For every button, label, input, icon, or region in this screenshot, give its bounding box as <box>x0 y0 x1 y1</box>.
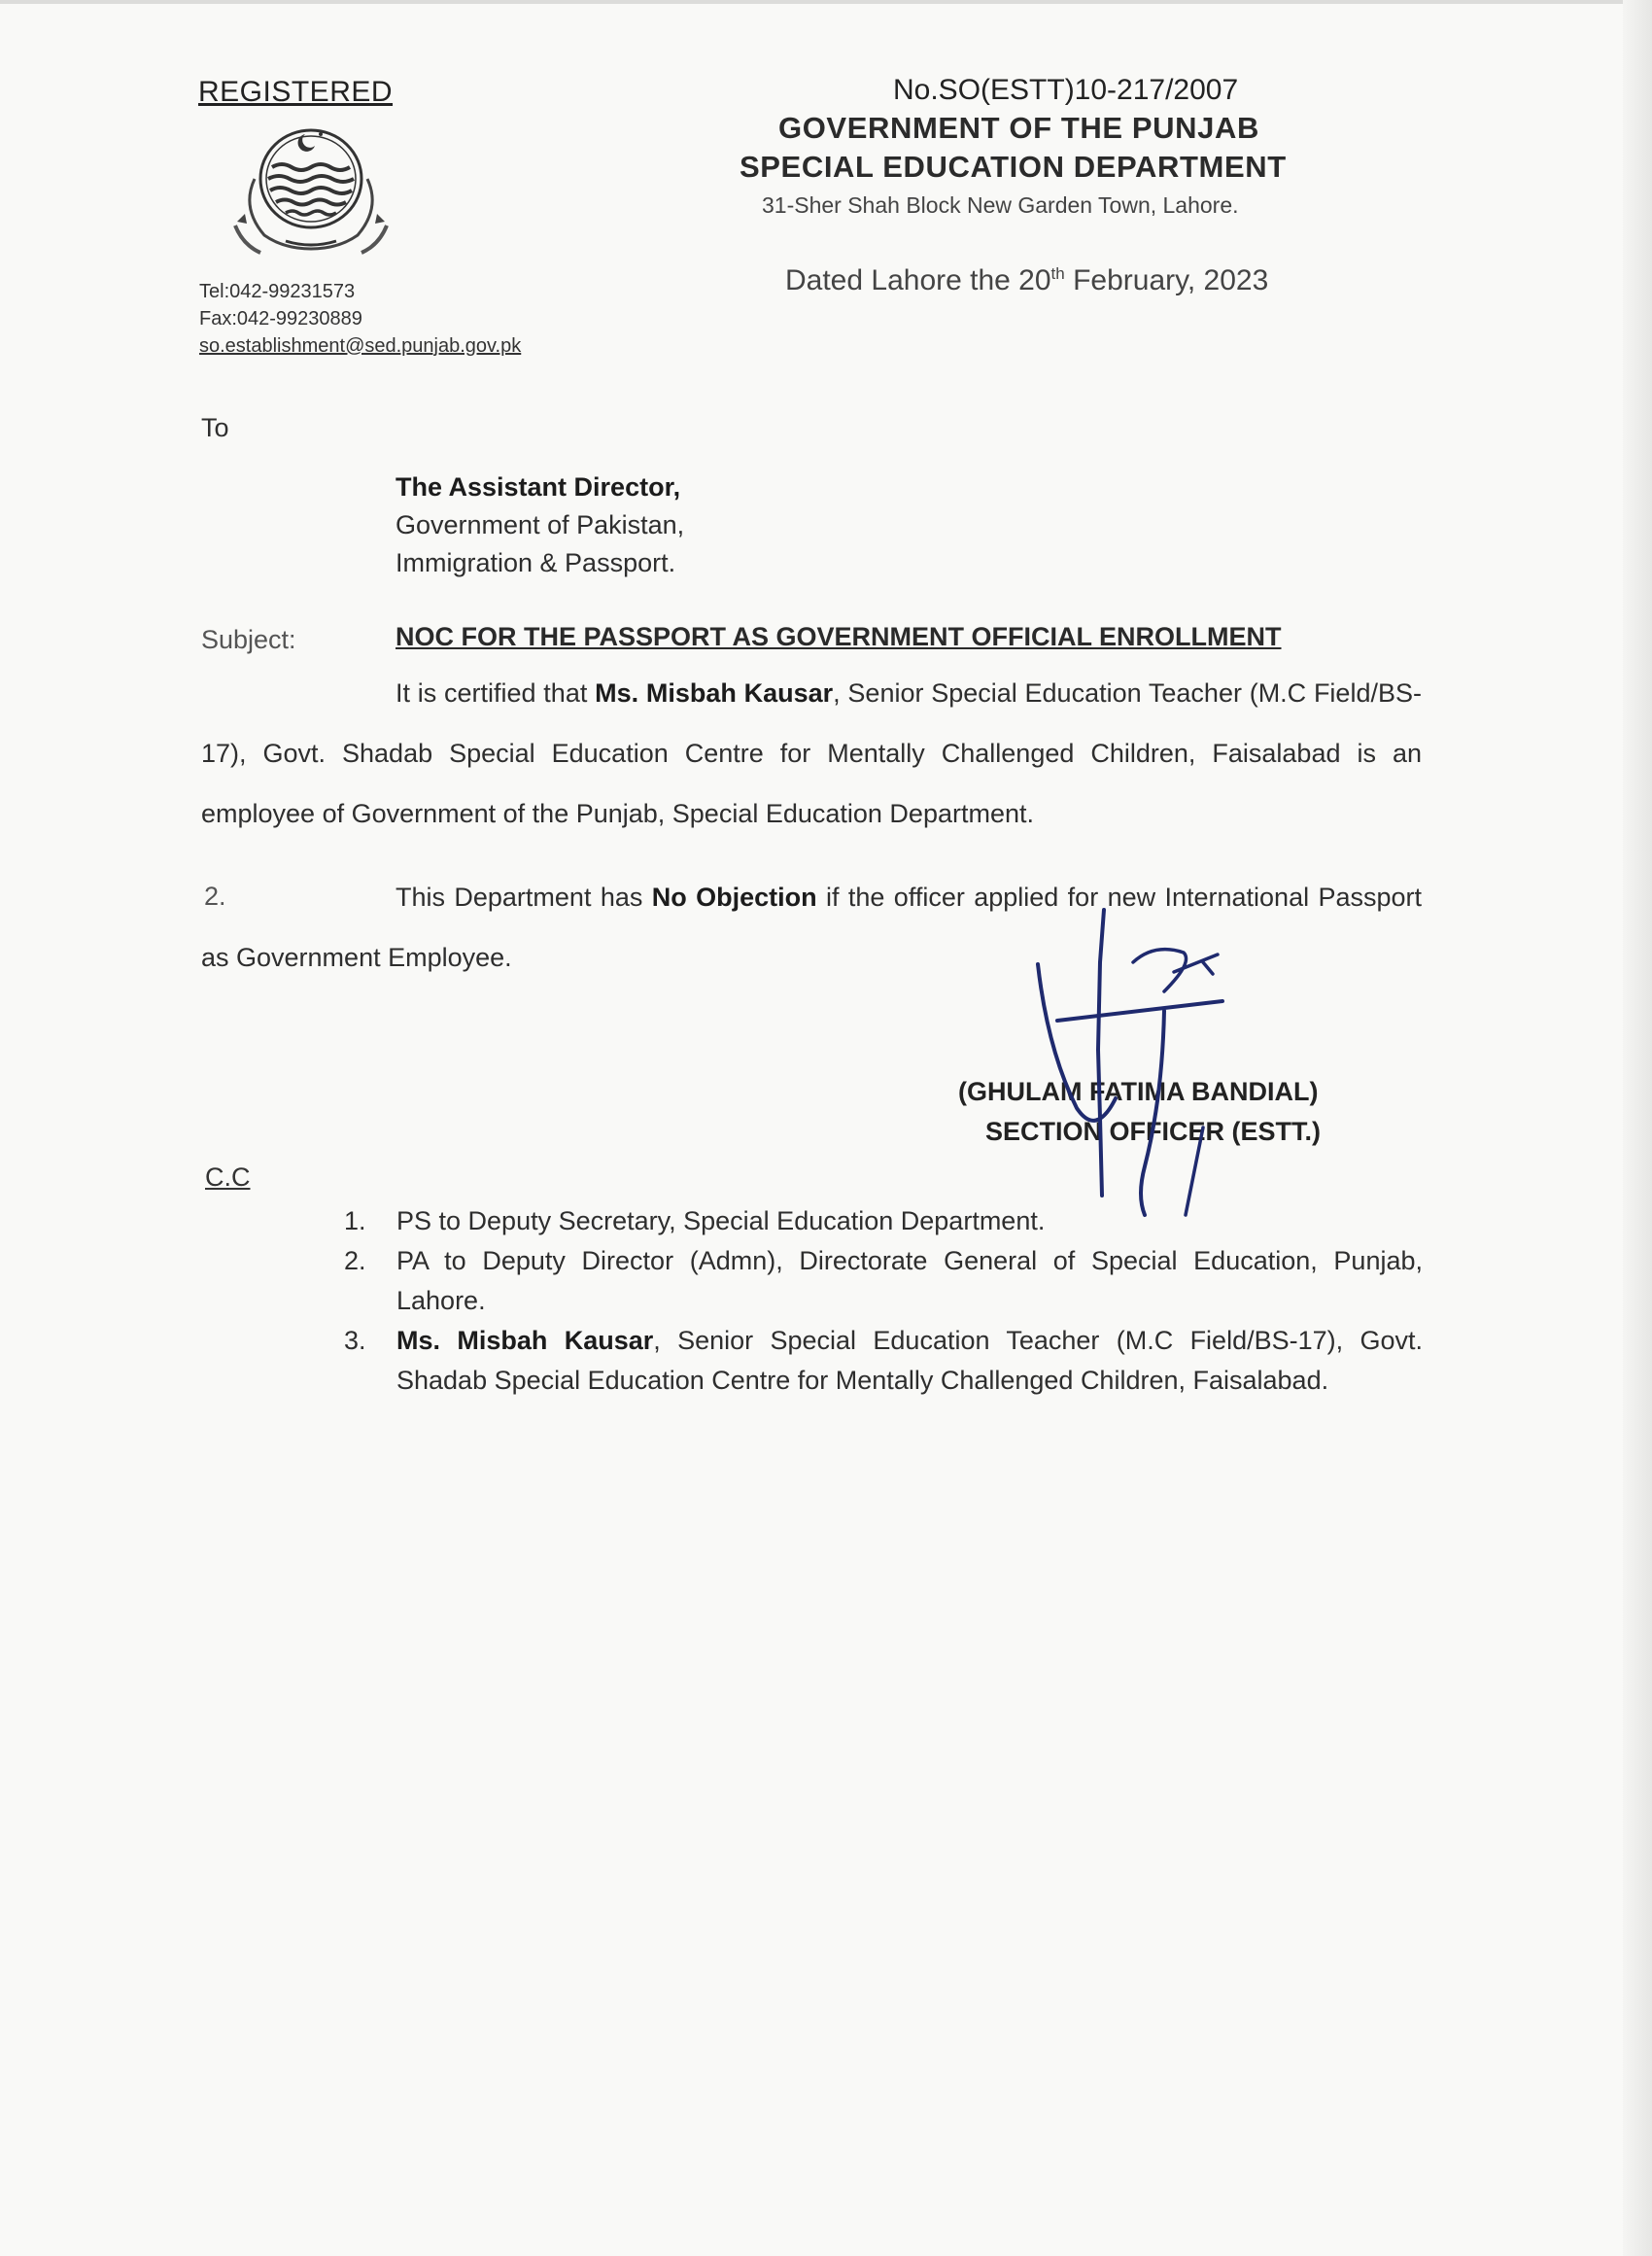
cc-item <box>344 1241 1423 1321</box>
para1-name: Ms. Misbah Kausar <box>595 678 834 708</box>
subject-label: Subject: <box>201 625 296 654</box>
paragraph-1 <box>201 663 1422 844</box>
punjab-emblem-icon <box>216 121 406 259</box>
cc-item-bold: Ms. Misbah Kausar <box>396 1326 654 1355</box>
cc-item-number: 2. <box>344 1246 366 1275</box>
scan-top-edge <box>0 0 1652 4</box>
handwritten-signature-icon <box>1018 904 1242 1244</box>
subject-text: NOC FOR THE PASSPORT AS GOVERNMENT OFFICIAL ENROLLMENT <box>396 622 1282 651</box>
contact-block <box>199 278 521 360</box>
date-suffix: February, 2023 <box>1064 264 1269 296</box>
addressee-block <box>396 469 684 582</box>
signatory-designation: SECTION OFFICER (ESTT.) <box>985 1117 1322 1146</box>
addressee-title: The Assistant Director, <box>396 472 681 502</box>
reference-number: No.SO(ESTT)10-217/2007 <box>893 74 1239 106</box>
government-title: GOVERNMENT OF THE PUNJAB <box>778 111 1259 145</box>
department-title: SPECIAL EDUCATION DEPARTMENT <box>740 150 1287 184</box>
paragraph-2-number: 2. <box>204 882 226 911</box>
fax-line: Fax:042-99230889 <box>199 308 362 330</box>
email-link[interactable]: so.establishment@sed.punjab.gov.pk <box>199 335 522 357</box>
para1-rest: , Senior Special Education Teacher (M.C Field/BS-17), Govt. Shadab Special Education Centre for Mentally Challenged Children, Faisalabad is an employee of Government of the Punjab, Special Education Department. <box>201 678 1422 828</box>
department-address: 31-Sher Shah Block New Garden Town, Lahore. <box>762 192 1239 218</box>
cc-item-text: PS to Deputy Secretary, Special Education Department. <box>396 1206 1046 1235</box>
letter-date <box>785 264 1268 297</box>
cc-item-text: Ms. Misbah Kausar, Senior Special Education Teacher (M.C Field/BS-17), Govt. Shadab Special Education Centre for Mentally Challenged Children, Faisalabad. <box>396 1326 1423 1395</box>
para2-lead: This Department has <box>396 883 652 912</box>
signatory-name: (GHULAM FATIMA BANDIAL) <box>958 1077 1319 1106</box>
para1-lead: It is certified that <box>396 678 596 708</box>
para2-bold: No Objection <box>651 883 817 912</box>
cc-item-number: 3. <box>344 1326 366 1355</box>
date-ordinal: th <box>1050 264 1065 283</box>
cc-item-number: 1. <box>344 1206 366 1235</box>
cc-item <box>344 1321 1423 1401</box>
scan-right-edge <box>1623 0 1652 2256</box>
cc-label: C.C <box>205 1163 251 1192</box>
addressee-org: Government of Pakistan, <box>396 510 685 539</box>
to-label: To <box>201 413 229 442</box>
cc-item <box>344 1201 1423 1241</box>
date-prefix: Dated Lahore the 20 <box>785 264 1051 296</box>
cc-item-text: PA to Deputy Director (Admn), Directorate General of Special Education, Punjab, Lahore. <box>396 1246 1423 1315</box>
registered-label: REGISTERED <box>198 76 394 108</box>
cc-list <box>344 1201 1423 1401</box>
para2-rest: if the officer applied for new International Passport as Government Employee. <box>201 883 1423 972</box>
tel-line: Tel:042-99231573 <box>199 281 356 302</box>
addressee-office: Immigration & Passport. <box>396 548 676 577</box>
